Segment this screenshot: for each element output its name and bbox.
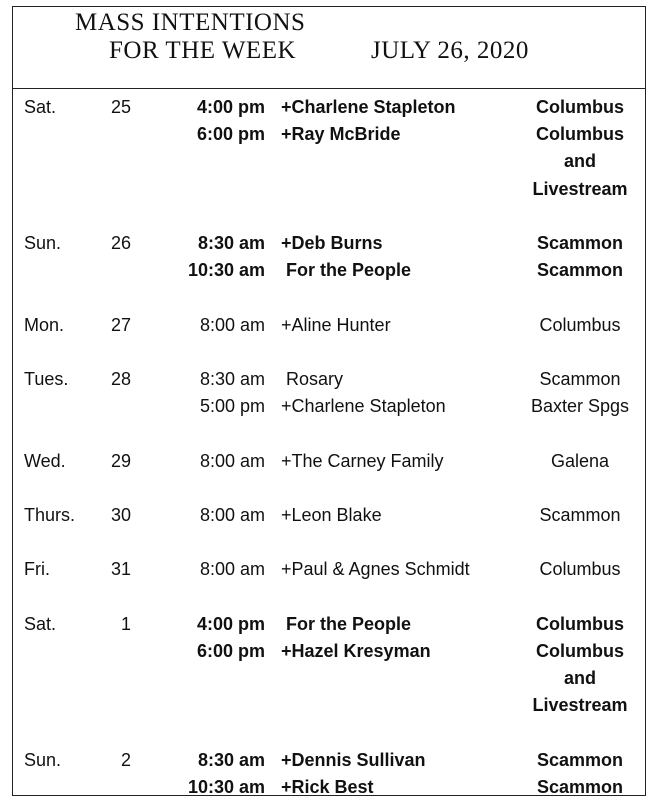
location-line: Livestream [532, 178, 628, 199]
location-line: Columbus [536, 97, 624, 117]
mass-time: 8:30 am [197, 233, 265, 253]
mass-location [513, 230, 647, 257]
title-line-1: MASS INTENTIONS [75, 9, 306, 36]
mass-location [513, 747, 647, 774]
mass-intention: Rosary [281, 369, 344, 389]
day-name: Sat. [24, 613, 57, 634]
mass-intention: +Dennis Sullivan [281, 749, 426, 770]
mass-time: 8:00 am [199, 505, 265, 525]
day-date: 25 [110, 97, 131, 117]
location-line: Scammon [539, 369, 621, 389]
mass-location [513, 611, 647, 638]
location-line: Scammon [536, 233, 624, 253]
location-line: and [563, 668, 596, 689]
mass-intention: +Rick Best [281, 777, 374, 797]
location-line: Scammon [536, 749, 624, 770]
mass-location [513, 312, 647, 339]
mass-time: 8:00 am [199, 314, 265, 335]
mass-location [513, 94, 647, 121]
mass-location [513, 774, 647, 801]
location-line: and [563, 151, 596, 172]
day-name: Sat. [24, 97, 57, 117]
mass-intention: +Charlene Stapleton [281, 97, 456, 117]
day-date: 2 [120, 749, 131, 770]
mass-time: 8:30 am [197, 749, 265, 770]
mass-location [513, 448, 647, 475]
mass-time: 5:00 pm [199, 396, 265, 417]
location-line: Scammon [536, 260, 624, 281]
mass-location [513, 556, 647, 583]
header [13, 7, 645, 89]
day-name: Mon. [24, 314, 65, 335]
mass-time: 8:00 am [199, 450, 265, 471]
location-line: Columbus [536, 124, 624, 145]
location-line: Columbus [539, 314, 621, 335]
day-date: 30 [110, 505, 131, 525]
mass-intention: For the People [281, 260, 412, 281]
day-date: 26 [110, 233, 131, 253]
mass-time: 10:30 am [187, 260, 265, 281]
mass-time: 6:00 pm [196, 641, 265, 661]
mass-intention: +Aline Hunter [281, 314, 391, 335]
day-name: Sun. [24, 749, 62, 770]
mass-intention: For the People [281, 613, 412, 634]
location-line: Galena [550, 450, 610, 471]
location-line: Columbus [536, 613, 624, 634]
day-date: 1 [120, 613, 131, 634]
mass-location [513, 121, 647, 203]
title-date: JULY 26, 2020 [371, 37, 529, 64]
schedule-frame [12, 6, 646, 796]
mass-location [513, 257, 647, 284]
mass-intention: +The Carney Family [281, 450, 444, 471]
day-date: 27 [110, 314, 131, 335]
day-name: Tues. [24, 369, 69, 389]
mass-intention: +Charlene Stapleton [281, 396, 446, 417]
mass-location [513, 393, 647, 420]
mass-location [513, 366, 647, 393]
mass-time: 8:00 am [199, 559, 265, 580]
location-line: Columbus [539, 559, 621, 580]
mass-time: 10:30 am [187, 777, 265, 797]
day-name: Wed. [24, 450, 66, 471]
mass-intention: +Deb Burns [281, 233, 383, 253]
location-line: Livestream [532, 695, 628, 716]
day-date: 29 [110, 450, 131, 471]
mass-intention: +Paul & Agnes Schmidt [281, 559, 470, 580]
day-name: Sun. [24, 233, 62, 253]
mass-location [513, 638, 647, 720]
location-line: Baxter Spgs [530, 396, 630, 417]
day-date: 31 [110, 559, 131, 580]
mass-time: 8:30 am [199, 369, 265, 389]
title-line-2: FOR THE WEEK [109, 37, 297, 64]
day-name: Thurs. [24, 505, 76, 525]
mass-time: 4:00 pm [196, 613, 265, 634]
mass-intention: +Hazel Kresyman [281, 641, 431, 661]
mass-time: 4:00 pm [196, 97, 265, 117]
location-line: Scammon [536, 777, 624, 797]
location-line: Columbus [536, 641, 624, 661]
mass-time: 6:00 pm [196, 124, 265, 145]
mass-intention: +Leon Blake [281, 505, 382, 525]
location-line: Scammon [539, 505, 621, 525]
mass-location [513, 502, 647, 529]
mass-intention: +Ray McBride [281, 124, 401, 145]
day-name: Fri. [24, 559, 50, 580]
day-date: 28 [110, 369, 131, 389]
